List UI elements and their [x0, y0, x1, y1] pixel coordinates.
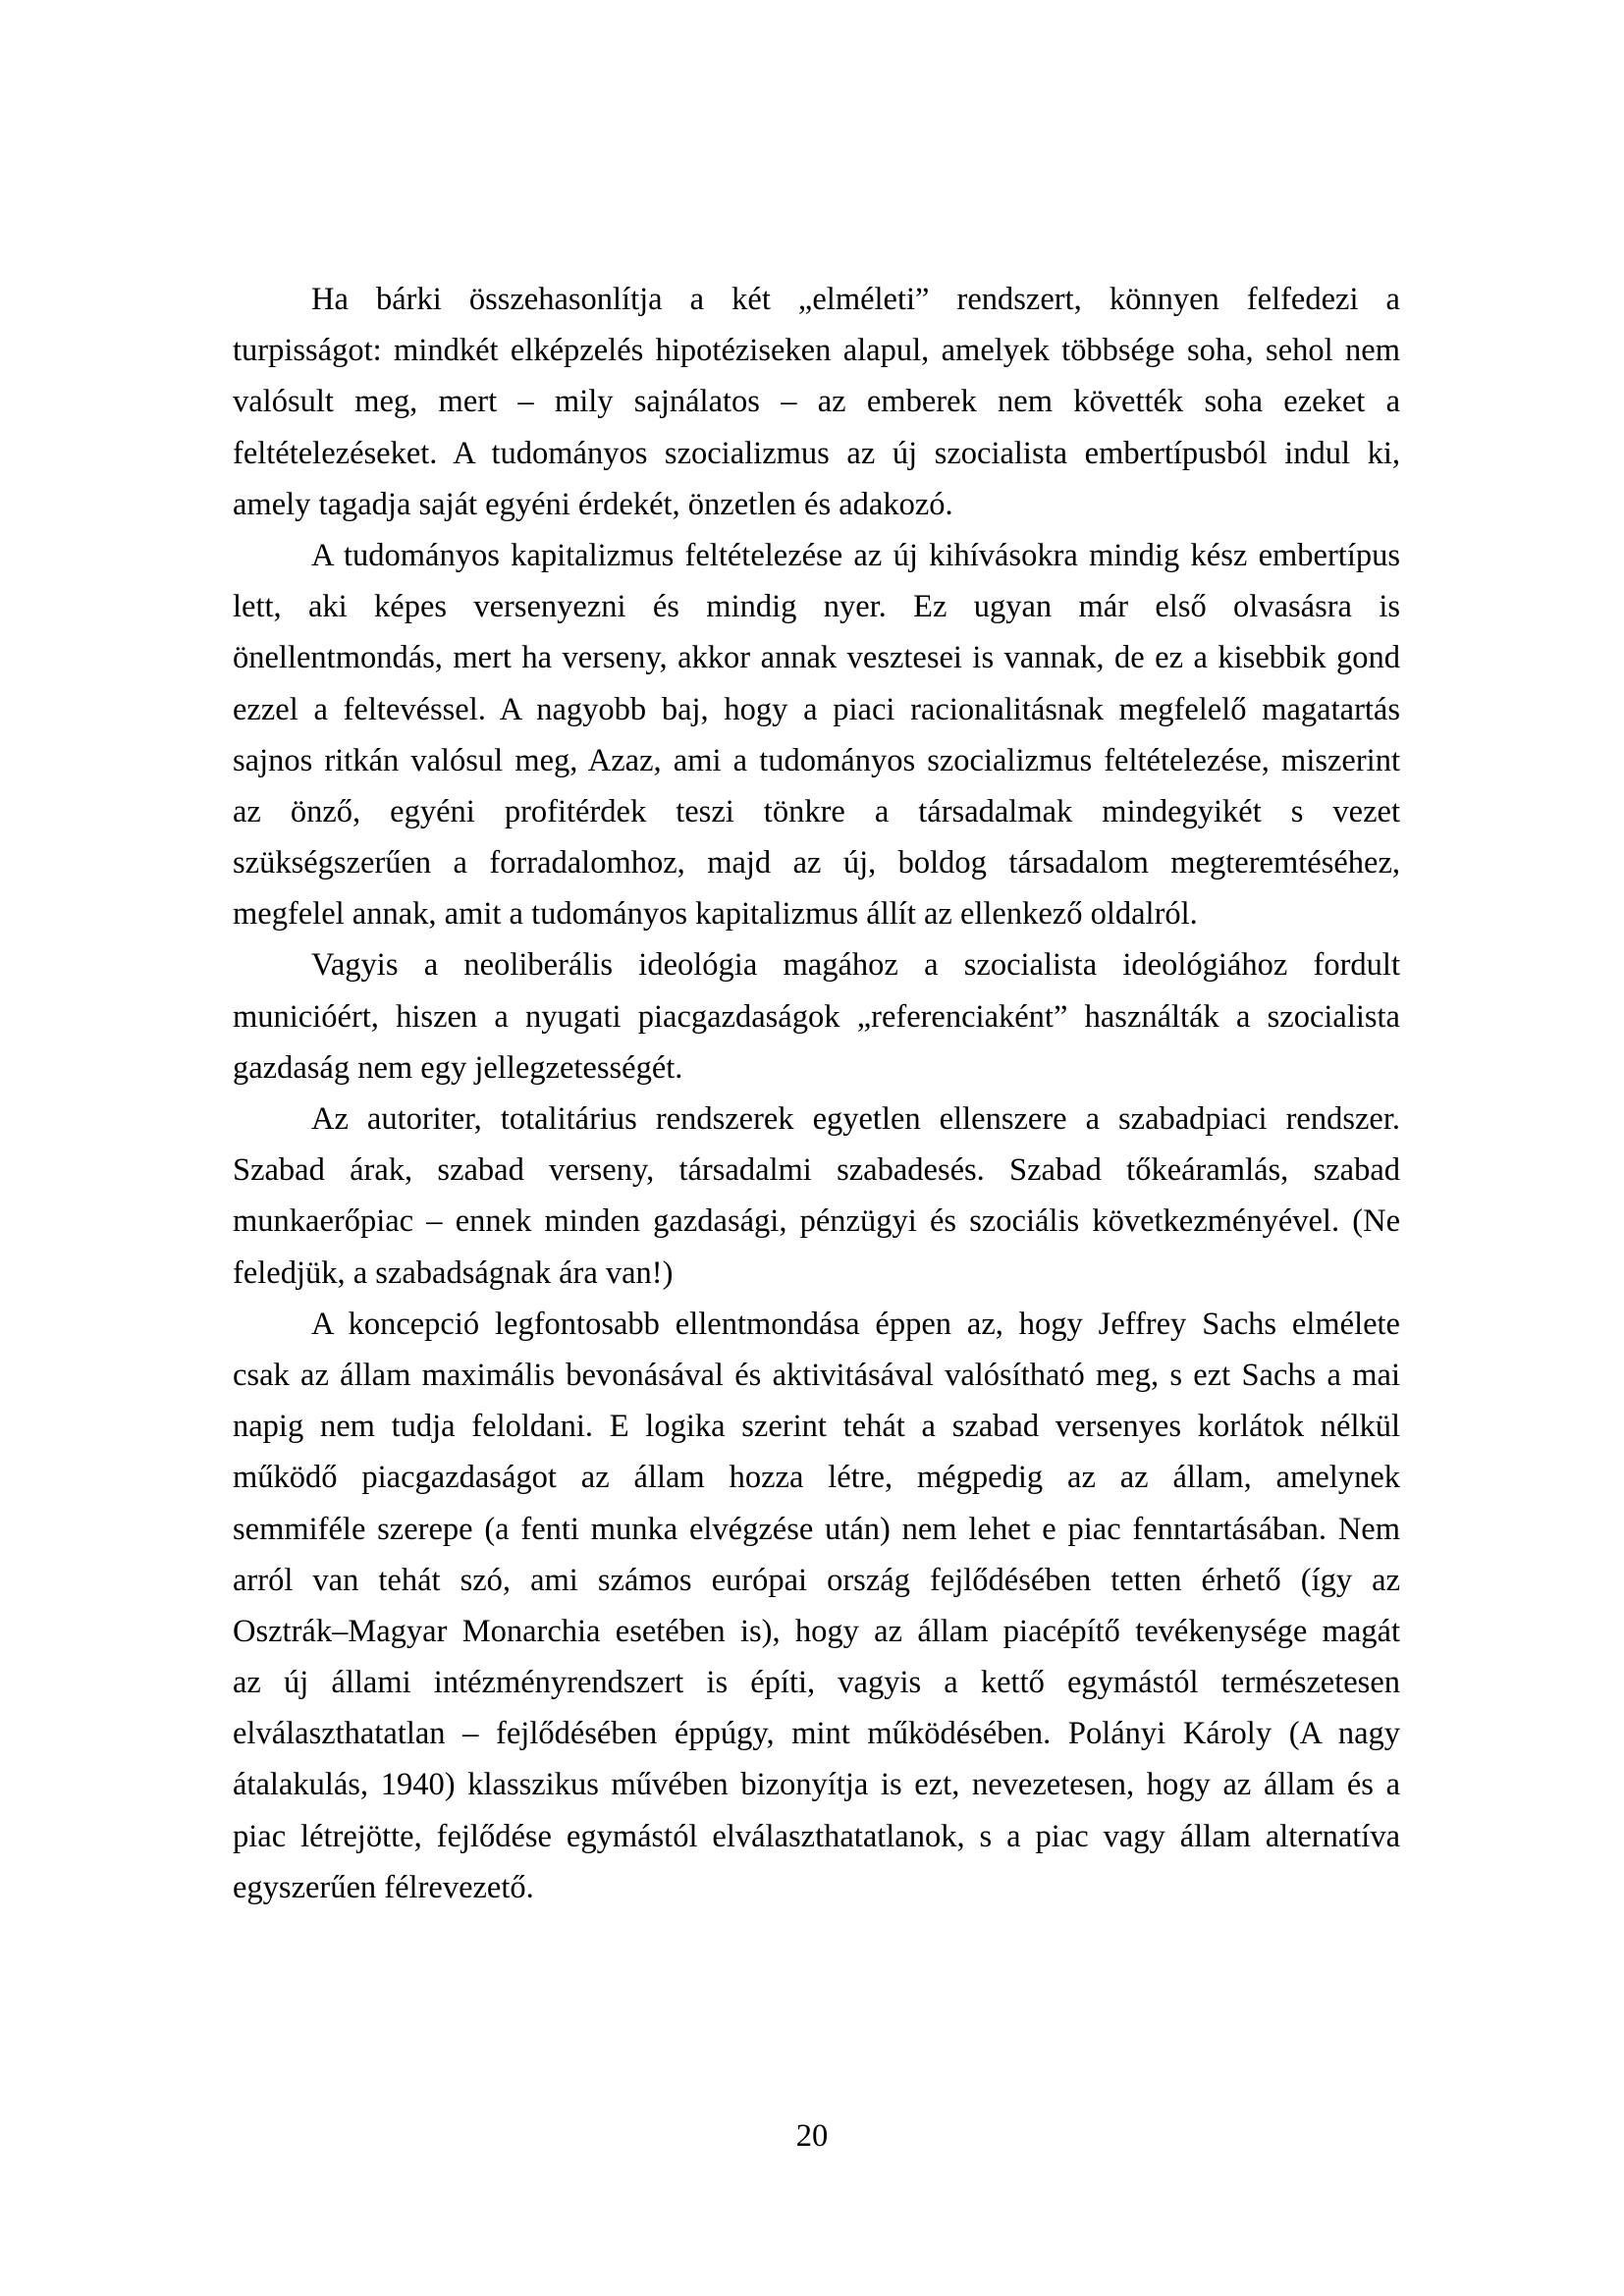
paragraph: [233, 274, 1400, 530]
paragraph: [233, 939, 1400, 1094]
text-line: Szabad árak, szabad verseny, társadalmi szabadesés. Szabad tőkeáramlás, szabad: [233, 1152, 1400, 1189]
text-line: ezzel a feltevéssel. A nagyobb baj, hogy a piaci racionalitásnak megfelelő magatartás: [233, 691, 1400, 727]
text-line: az új állami intézményrendszert is építi, vagyis a kettő egymástól természetesen: [233, 1665, 1400, 1701]
text-line: feledjük, a szabadságnak ára van!): [233, 1255, 674, 1291]
text-line: sajnos ritkán valósul meg, Azaz, ami a tudományos szocializmus feltételezése, miszerint: [233, 742, 1400, 778]
page-number: 20: [795, 2118, 829, 2154]
text-line: turpisságot: mindkét elképzelés hipotéziseken alapul, amelyek többsége soha, sehol nem: [233, 333, 1400, 369]
text-line: napig nem tudja feloldani. E logika szerint tehát a szabad versenyes korlátok nélkül: [233, 1409, 1400, 1445]
text-line: valósult meg, mert – mily sajnálatos – az emberek nem követték soha ezeket a: [233, 384, 1400, 420]
text-line: Ha bárki összehasonlítja a két „elméleti” rendszert, könnyen felfedezi a: [311, 282, 1400, 317]
text-line: gazdaság nem egy jellegzetességét.: [233, 1049, 683, 1086]
text-line: megfelel annak, amit a tudományos kapitalizmus állít az ellenkező oldalról.: [233, 896, 1198, 933]
text-line: lett, aki képes versenyezni és mindig nyer. Ez ugyan már első olvasásra is: [233, 589, 1400, 625]
text-line: municióért, hiszen a nyugati piacgazdaságok „referenciaként” használták a szocialista: [233, 998, 1400, 1035]
text-line: munkaerőpiac – ennek minden gazdasági, pénzügyi és szociális következményével. (Ne: [233, 1203, 1400, 1240]
text-line: A koncepció legfontosabb ellentmondása éppen az, hogy Jeffrey Sachs elmélete: [311, 1306, 1400, 1342]
text-line: egyszerűen félrevezető.: [233, 1869, 534, 1905]
text-line: csak az állam maximális bevonásával és aktivitásával valósítható meg, s ezt Sachs a mai: [233, 1357, 1400, 1393]
text-line: önellentmondás, mert ha verseny, akkor annak vesztesei is vannak, de ez a kisebbik gond: [233, 640, 1400, 676]
paragraph: [233, 530, 1400, 940]
body-text: [233, 274, 1400, 1913]
text-line: az önző, egyéni profitérdek teszi tönkre a társadalmak mindegyikét s vezet: [233, 793, 1400, 829]
text-line: Az autoriter, totalitárius rendszerek egyetlen ellenszere a szabadpiaci rendszer.: [311, 1101, 1400, 1137]
text-line: működő piacgazdaságot az állam hozza létre, mégpedig az az állam, amelynek: [233, 1460, 1400, 1496]
text-line: Vagyis a neoliberális ideológia magához a szocialista ideológiához fordult: [311, 947, 1400, 984]
text-line: átalakulás, 1940) klasszikus művében bizonyítja is ezt, nevezetesen, hogy az állam és a: [233, 1767, 1400, 1803]
text-line: piac létrejötte, fejlődése egymástól elválaszthatatlanok, s a piac vagy állam alternatíva: [233, 1818, 1400, 1854]
text-line: elválaszthatatlan – fejlődésében éppúgy, mint működésében. Polányi Károly (A nagy: [233, 1716, 1400, 1752]
text-line: amely tagadja saját egyéni érdekét, önzetlen és adakozó.: [233, 486, 953, 522]
paragraph: [233, 1299, 1400, 1913]
text-line: semmiféle szerepe (a fenti munka elvégzése után) nem lehet e piac fenntartásában. Nem: [233, 1511, 1400, 1547]
text-line: A tudományos kapitalizmus feltételezése az új kihívásokra mindig kész embertípus: [311, 537, 1400, 573]
text-line: arról van tehát szó, ami számos európai ország fejlődésében tetten érhető (így az: [233, 1562, 1400, 1598]
paragraph: [233, 1094, 1400, 1299]
text-line: szükségszerűen a forradalomhoz, majd az új, boldog társadalom megteremtéséhez,: [233, 845, 1400, 881]
text-line: feltételezéseket. A tudományos szocializmus az új szocialista embertípusból indul ki,: [233, 435, 1400, 471]
text-line: Osztrák–Magyar Monarchia esetében is), hogy az állam piacépítő tevékenysége magát: [233, 1613, 1400, 1649]
